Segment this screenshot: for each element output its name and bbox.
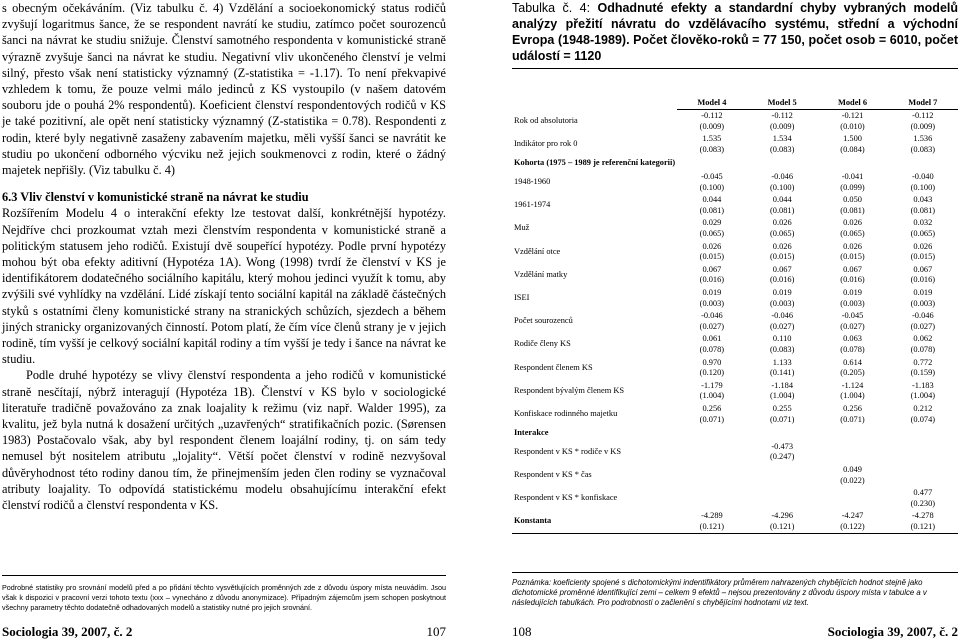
cell-model-4: [677, 464, 747, 487]
standard-error: (0.065): [910, 229, 936, 239]
cell-model-4: [677, 510, 747, 534]
standard-error: (1.004): [769, 391, 795, 401]
coefficient: -0.040: [912, 172, 934, 182]
table-row: [512, 380, 958, 403]
standard-error: (0.016): [699, 275, 725, 285]
cell-model-4: [677, 333, 747, 356]
coefficient: 0.067: [772, 264, 792, 274]
cell-model-7: [888, 287, 958, 310]
coefficient: -4.289: [701, 511, 723, 521]
row-label: Respondent v KS * konfiskace: [514, 493, 618, 503]
coefficient: 1.534: [772, 134, 792, 144]
row-label: Respondent členem KS: [514, 362, 593, 372]
table-row: [512, 510, 958, 534]
cell-model-7: [888, 133, 958, 156]
cell-model-7: [888, 380, 958, 403]
table-row: [512, 194, 958, 217]
table-row: [512, 264, 958, 287]
coefficient: -0.112: [771, 111, 793, 121]
right-page-footer: [512, 624, 958, 640]
cell-model-6: [817, 403, 887, 426]
cell-model-7: [888, 510, 958, 534]
table-row: [512, 171, 958, 194]
row-label: Konfiskace rodinného majetku: [514, 408, 618, 418]
table-row: [512, 310, 958, 333]
coefficient: -1.184: [771, 380, 794, 390]
table-note: [512, 572, 958, 609]
cell-model-4: [677, 441, 747, 464]
coefficient: 0.614: [843, 357, 862, 367]
page-number: 108: [512, 624, 532, 639]
coefficient: -1.183: [912, 380, 934, 390]
cell-model-6: [817, 510, 887, 534]
section-heading: 6.3 Vliv členství v komunistické straně na návrat ke studiu: [2, 190, 309, 205]
cell-model-7: [888, 464, 958, 487]
cell-model-5: [747, 487, 817, 510]
coefficient: -0.045: [841, 311, 864, 321]
table-row: [512, 217, 958, 240]
cell-model-6: [817, 110, 887, 134]
cell-model-4: [677, 110, 747, 134]
row-label: Interakce: [514, 428, 549, 438]
cell-model-4: [677, 171, 747, 194]
cell-model-6: [817, 194, 887, 217]
cell-model-5: [747, 264, 817, 287]
coefficient: 0.026: [913, 241, 933, 251]
row-label: Počet sourozenců: [514, 316, 573, 326]
row-label: Muž: [514, 223, 530, 233]
standard-error: (0.081): [699, 205, 725, 215]
row-label: 1961-1974: [514, 200, 551, 210]
row-label: Indikátor pro rok 0: [514, 139, 578, 149]
standard-error: (0.003): [699, 298, 725, 308]
coefficient: 0.255: [772, 403, 792, 413]
cell-model-6: [817, 133, 887, 156]
cell-model-7: [888, 441, 958, 464]
coefficient: 1.535: [702, 134, 722, 144]
cell-model-6: [817, 441, 887, 464]
standard-error: (0.065): [840, 229, 865, 239]
table-row: [512, 287, 958, 310]
standard-error: (0.083): [910, 144, 936, 154]
cell-model-7: [888, 357, 958, 380]
table-note-label: Poznámka:: [512, 578, 552, 587]
left-page-footer: [2, 624, 446, 640]
coefficient: 0.049: [843, 464, 862, 474]
standard-error: (0.016): [769, 275, 795, 285]
cell-model-6: [817, 241, 887, 264]
coefficient: -0.112: [912, 111, 934, 121]
coefficient: -1.124: [841, 380, 864, 390]
table-section-row: [512, 426, 958, 441]
standard-error: (0.015): [769, 252, 795, 262]
paragraph-hypothesis-1b: Podle druhé hypotézy se vlivy členství respondenta a jeho rodičů v komunistické straně nesčítají, nýbrž interagují (Hypotéza 1B). Členství v KS bylo v sociologické literatuře tradičně považováno za znak loajality k režimu (viz např. Walder 1995), za kvalitu, jež byla nutná k dosažení určitých „uzavřených“ stratifikačních pozic. (Sørensen 1983) Postačovalo však, aby byl respondent členem loajální rodiny, tj. on sám tedy nemusel být nositelem atributu „lojality“. Větší počet členství v rodině nezvyšoval důvěryhodnost této rodiny danou tím, že přinejmenším jeden člen rodiny se vyznačoval atributy loajality. To odpovídá statistickému modelu obsahujícímu interakční efekt členství rodičů a členství respondenta v KS.: [2, 368, 446, 513]
cell-model-5: [747, 310, 817, 333]
row-label: Vzdělání matky: [514, 269, 568, 279]
table-caption-text: Odhadnuté efekty a standardní chyby vybraných modelů analýzy přežití návratu do vzdělávacího systému, střední a východní Evropa (1948-1989). Počet člověko-roků = 77 150, počet osob = 6010, počet událostí = 1120: [512, 1, 958, 63]
cell-model-7: [888, 264, 958, 287]
coefficient: -4.296: [771, 511, 794, 521]
coefficient: 0.970: [702, 357, 722, 367]
coefficient: 0.026: [772, 218, 792, 228]
coefficient: 0.256: [702, 403, 722, 413]
standard-error: (0.084): [840, 144, 865, 154]
table-row: [512, 464, 958, 487]
cell-model-4: [677, 403, 747, 426]
standard-error: (0.083): [769, 144, 795, 154]
left-body-text: [2, 0, 446, 513]
coefficient: 0.043: [913, 195, 933, 205]
cell-model-4: [677, 357, 747, 380]
standard-error: (0.121): [769, 521, 795, 531]
journal-name: Sociologia 39, 2007, č. 2: [827, 624, 958, 639]
standard-error: (0.078): [910, 344, 936, 354]
cell-model-4: [677, 133, 747, 156]
cell-model-7: [888, 487, 958, 510]
row-label: Vzdělání otce: [514, 246, 561, 256]
cell-model-5: [747, 403, 817, 426]
cell-model-4: [677, 217, 747, 240]
cell-model-6: [817, 333, 887, 356]
coefficient: 0.026: [702, 241, 722, 251]
cell-model-5: [747, 333, 817, 356]
coefficient: 0.110: [772, 334, 792, 344]
row-label: Konstanta: [512, 510, 677, 534]
coefficient: -4.278: [912, 511, 934, 521]
coefficient: 0.026: [843, 241, 862, 251]
cell-model-4: [677, 264, 747, 287]
row-label: Rok od absolutoria: [514, 115, 578, 125]
row-label: Rodiče členy KS: [514, 339, 571, 349]
coefficient: 0.032: [913, 218, 933, 228]
cell-model-6: [817, 357, 887, 380]
standard-error: (0.065): [699, 229, 725, 239]
standard-error: (0.016): [910, 275, 936, 285]
standard-error: (0.015): [910, 252, 936, 262]
coefficient: 0.212: [913, 403, 933, 413]
standard-error: (0.022): [840, 475, 865, 485]
coefficient: -0.473: [771, 441, 794, 451]
standard-error: (1.004): [910, 391, 936, 401]
table-header-row: [512, 97, 958, 110]
paragraph-hypothesis-1a: Rozšířením Modelu 4 o interakční efekty lze testovat další, konkrétnější hypotézy. Nejdříve chci prozkoumat vztah mezi členstvím respondenta v komunistické straně a politickým statusem jeho rodičů. Existují dvě soupeřící hypotézy. Podle první hypotézy mohou být oba efekty aditivní (Hypotéza 1A). Wong (1998) tvrdí že členství v KS je identifikátorem dodatečného sociálního kapitálu, který mohou jedinci využít k tomu, aby zvýšili své vyhlídky na vzdělání. Lidé získají tento sociální kapitál na základě částečných styků s ostatními členy komunistické strany na stranických schůzích, sjezdech a během jiných stranicky organizovaných činností. Potom platí, že čím více členů strany je v jejich rodině, tím vyšší je celkový sociální kapitál rodiny a tím vyšší je tedy i šance na návrat ke studiu.: [2, 206, 446, 367]
standard-error: (0.003): [840, 298, 865, 308]
standard-error: (0.159): [910, 368, 936, 378]
cell-model-5: [747, 380, 817, 403]
standard-error: (0.027): [769, 321, 795, 331]
coefficient: 0.050: [843, 195, 862, 205]
table-caption: [512, 0, 958, 64]
cell-model-6: [817, 380, 887, 403]
paragraph-results: s obecným očekáváním. (Viz tabulku č. 4) Vzdělání a socioekonomický status rodičů zvyšují logaritmus šance, že se respondent navrátí ke studiu, zatímco počet sourozenců šanci na návrat ke studiu snižuje. Členství samotného respondenta v komunistické straně výrazně zvyšuje šanci na návrat ke studiu. Negativní vliv ukončeného členství je velmi silný, přesto však není statisticky významný (Z-statistika = -1.17). To není překvapivé vzhledem k tomu, že pouze velmi málo jedinců z KS vystoupilo (v našem datovém souboru jde o pouhá 2% respondentů). Koeficient členství respondentových rodičů v KS je také pozitivní, ale opět není statisticky významný (Z-statistika = 0.78). Respondenti z rodin, které byly negativně zasaženy zabavením majetku, měli vyšší šanci se navrátit ke studiu po ukončení odborného výcviku než jejich soukmenovci z rodin, které o žádný majetek nepřišly. (Viz tabulku č. 4): [2, 1, 446, 178]
cell-model-4: [677, 310, 747, 333]
table-body: [512, 110, 958, 534]
coefficient: 0.067: [702, 264, 722, 274]
column-header: Model 4: [677, 97, 747, 110]
standard-error: (0.205): [840, 368, 865, 378]
cell-model-5: [747, 287, 817, 310]
standard-error: (0.009): [769, 121, 795, 131]
standard-error: (0.003): [769, 298, 795, 308]
row-label: ISEI: [514, 293, 530, 302]
footnote: Podrobné statistiky pro srovnání modelů před a po přidání těchto vysvětlujících proměnných zde z důvodu úspory místa neuvádím. Jsou však k dispozici v pracovní verzi tohoto textu (xxx – vynecháno z důvodu anonymizace). Případným zájemcům jsem schopen poskytnout všechny parametry těchto dodatečně odhadovaných modelů a statistiky nutné pro jejich srovnání.: [2, 575, 446, 613]
standard-error: (0.071): [699, 414, 725, 424]
coefficient: 1.500: [843, 134, 862, 144]
table-row: [512, 133, 958, 156]
cell-model-7: [888, 241, 958, 264]
standard-error: (0.121): [699, 521, 725, 531]
cell-model-6: [817, 464, 887, 487]
standard-error: (0.081): [769, 205, 795, 215]
cell-model-6: [817, 287, 887, 310]
table-row: [512, 403, 958, 426]
coefficient: 0.772: [913, 357, 933, 367]
cell-model-5: [747, 217, 817, 240]
cell-model-4: [677, 287, 747, 310]
coefficient: -0.046: [771, 311, 794, 321]
cell-model-6: [817, 217, 887, 240]
standard-error: (0.016): [840, 275, 865, 285]
cell-model-5: [747, 194, 817, 217]
standard-error: (0.100): [910, 182, 936, 192]
table-note-text: koeficienty spojené s dichotomickými indentifikátory průměrem nahrazených chybějících hodnot stejně jako dichotomické proměnné identifikující zemi – celkem 9 efektů – nejsou prezentovány z důvodu úspory místa v tabulce a v následujících tabulkách. Pro podrobnosti o začlenění s chybějícími hodnotami viz text.: [512, 578, 927, 608]
row-label: Kohorta (1975 – 1989 je referenční kategorii): [514, 158, 676, 168]
standard-error: (0.230): [910, 498, 936, 508]
coefficient: -1.179: [701, 380, 723, 390]
standard-error: (0.081): [910, 205, 936, 215]
coefficient: 0.063: [843, 334, 862, 344]
table-row: [512, 441, 958, 464]
coefficient: 0.019: [702, 288, 722, 297]
row-label: 1948-1960: [514, 177, 551, 187]
coefficient: 0.019: [843, 288, 862, 297]
coefficient: 0.256: [843, 403, 862, 413]
cell-model-4: [677, 194, 747, 217]
cell-model-4: [677, 380, 747, 403]
standard-error: (0.071): [840, 414, 865, 424]
coefficient: -0.045: [701, 172, 723, 182]
standard-error: (0.015): [699, 252, 725, 262]
cell-model-4: [677, 487, 747, 510]
cell-model-7: [888, 110, 958, 134]
coefficient: 0.477: [913, 488, 933, 498]
coefficient: -0.112: [701, 111, 723, 121]
standard-error: (1.004): [840, 391, 865, 401]
cell-model-6: [817, 310, 887, 333]
coefficient: -0.046: [771, 172, 794, 182]
table-row: [512, 241, 958, 264]
standard-error: (0.247): [769, 452, 795, 462]
row-label: Respondent v KS * čas: [514, 469, 592, 479]
right-page: [512, 0, 960, 642]
cell-model-7: [888, 217, 958, 240]
page-number: 107: [426, 624, 446, 639]
row-label: Respondent bývalým členem KS: [514, 385, 625, 395]
cell-model-5: [747, 464, 817, 487]
standard-error: (0.100): [769, 182, 795, 192]
standard-error: (0.027): [910, 321, 936, 331]
coefficient: 0.067: [843, 264, 862, 274]
journal-name: Sociologia 39, 2007, č. 2: [2, 624, 133, 639]
coefficient: 0.019: [913, 288, 933, 297]
cell-model-6: [817, 487, 887, 510]
coefficient: 1.133: [772, 357, 792, 367]
coefficient: -0.046: [912, 311, 934, 321]
standard-error: (0.081): [840, 205, 865, 215]
coefficient: -0.041: [841, 172, 864, 182]
cell-model-5: [747, 133, 817, 156]
standard-error: (0.009): [699, 121, 725, 131]
standard-error: (0.078): [840, 344, 865, 354]
regression-table: [512, 68, 958, 534]
standard-error: (0.015): [840, 252, 865, 262]
coefficient: 0.061: [702, 334, 722, 344]
table-section-row: [512, 156, 958, 171]
coefficient: 1.536: [913, 134, 933, 144]
standard-error: (0.099): [840, 182, 865, 192]
standard-error: (0.074): [910, 414, 936, 424]
standard-error: (0.083): [699, 144, 725, 154]
coefficient: -0.046: [701, 311, 723, 321]
standard-error: (0.027): [699, 321, 725, 331]
coefficient: 0.044: [772, 195, 792, 205]
cell-model-7: [888, 333, 958, 356]
cell-model-6: [817, 264, 887, 287]
coefficient: 0.062: [913, 334, 933, 344]
cell-model-5: [747, 441, 817, 464]
standard-error: (0.100): [699, 182, 725, 192]
standard-error: (0.078): [699, 344, 725, 354]
cell-model-5: [747, 110, 817, 134]
cell-model-4: [677, 241, 747, 264]
standard-error: (0.120): [699, 368, 725, 378]
table-row: [512, 110, 958, 134]
column-header: Model 6: [817, 97, 887, 110]
standard-error: (0.027): [840, 321, 865, 331]
cell-model-5: [747, 171, 817, 194]
standard-error: (0.121): [910, 521, 936, 531]
standard-error: (1.004): [699, 391, 725, 401]
coefficient: 0.029: [702, 218, 722, 228]
standard-error: (0.010): [840, 121, 865, 131]
standard-error: (0.009): [910, 121, 936, 131]
table-caption-label: Tabulka č. 4:: [512, 1, 591, 15]
cell-model-7: [888, 403, 958, 426]
standard-error: (0.065): [769, 229, 795, 239]
coefficient: 0.044: [702, 195, 722, 205]
cell-model-7: [888, 310, 958, 333]
cell-model-5: [747, 510, 817, 534]
coefficient: 0.019: [772, 288, 792, 297]
cell-model-5: [747, 241, 817, 264]
column-header: Model 7: [888, 97, 958, 110]
coefficient: -4.247: [841, 511, 864, 521]
standard-error: (0.083): [769, 344, 795, 354]
cell-model-6: [817, 171, 887, 194]
cell-model-7: [888, 171, 958, 194]
standard-error: (0.122): [840, 521, 865, 531]
table-row: [512, 487, 958, 510]
cell-model-5: [747, 357, 817, 380]
standard-error: (0.003): [910, 298, 936, 308]
coefficient: -0.121: [841, 111, 864, 121]
standard-error: (0.141): [769, 368, 795, 378]
table-row: [512, 333, 958, 356]
coefficient: 0.026: [843, 218, 862, 228]
table-row: [512, 357, 958, 380]
column-header: [512, 97, 677, 110]
cell-model-7: [888, 194, 958, 217]
standard-error: (0.071): [769, 414, 795, 424]
row-label: Respondent v KS * rodiče v KS: [514, 446, 622, 456]
coefficient: 0.067: [913, 264, 933, 274]
column-header: Model 5: [747, 97, 817, 110]
coefficient: 0.026: [772, 241, 792, 251]
